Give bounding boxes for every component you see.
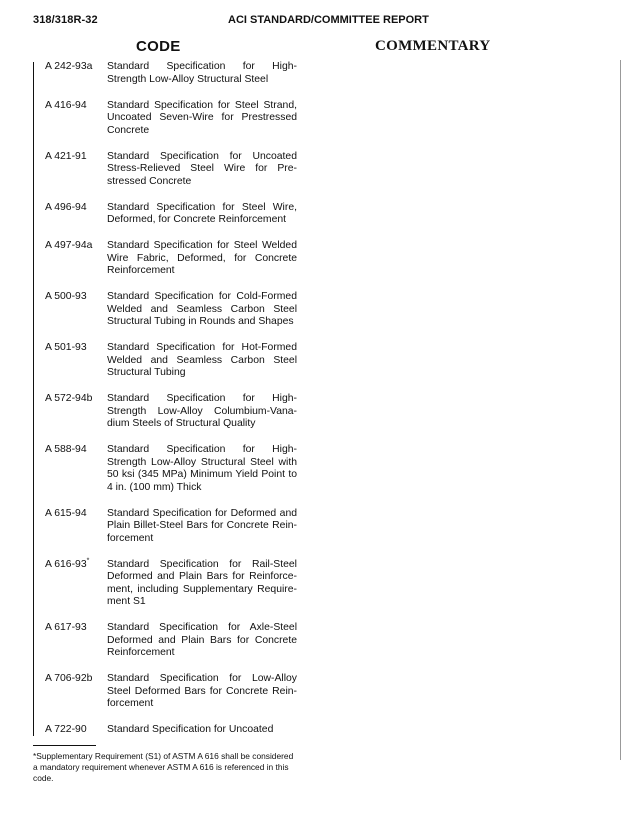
column-divider xyxy=(620,60,621,760)
title-line: Structural Tubing xyxy=(107,367,186,378)
astm-designation xyxy=(45,100,107,138)
designation-text: A 617-93 xyxy=(45,622,87,633)
title-line: Strength Low-Alloy Columbium-Vana- xyxy=(107,405,297,417)
revision-bar xyxy=(33,62,34,736)
designation-text: A 497-94a xyxy=(45,240,93,251)
specification-title xyxy=(107,393,297,431)
designation-text: A 616-93 xyxy=(45,558,87,570)
title-line: Standard Specification for High- xyxy=(107,393,297,404)
title-line: Standard Specification for Rail-Steel xyxy=(107,558,297,570)
title-line: Standard Specification for Uncoated xyxy=(107,150,297,162)
title-line: Standard Specification for High- xyxy=(107,61,297,72)
reference-entry xyxy=(45,202,297,227)
astm-designation xyxy=(45,508,107,546)
specification-title xyxy=(107,559,297,609)
title-line: Standard Specification for Deformed and xyxy=(107,507,297,519)
specification-title xyxy=(107,240,297,278)
reference-entry xyxy=(45,100,297,138)
astm-designation xyxy=(45,622,107,660)
specification-title xyxy=(107,342,297,380)
specification-title xyxy=(107,622,297,660)
commentary-column-heading: COMMENTARY xyxy=(375,38,491,54)
reference-entry xyxy=(45,559,297,609)
code-column-heading: CODE xyxy=(136,38,181,55)
title-line: Welded and Seamless Carbon Steel xyxy=(107,303,297,315)
specification-title xyxy=(107,444,297,494)
title-line: forcement xyxy=(107,698,154,709)
specification-title xyxy=(107,291,297,329)
reference-entry xyxy=(45,240,297,278)
reference-entry xyxy=(45,342,297,380)
title-line: Stress-Relieved Steel Wire for Pre- xyxy=(107,163,297,174)
astm-designation xyxy=(45,61,107,86)
reference-entry xyxy=(45,724,297,737)
astm-designation xyxy=(45,291,107,329)
reference-entry xyxy=(45,508,297,546)
title-line: 50 ksi (345 MPa) Minimum Yield Point to xyxy=(107,469,297,480)
reference-entry xyxy=(45,291,297,329)
running-header: ACI STANDARD/COMMITTEE REPORT xyxy=(228,14,429,26)
specification-title xyxy=(107,100,297,138)
reference-entry xyxy=(45,444,297,494)
designation-text: A 588-94 xyxy=(45,444,87,455)
astm-designation xyxy=(45,240,107,278)
title-line: Standard Specification for Hot-Formed xyxy=(107,342,297,353)
title-line: Reinforcement xyxy=(107,265,175,276)
title-line: Standard Specification for Axle-Steel xyxy=(107,622,297,633)
designation-text: A 421-91 xyxy=(45,150,87,162)
footnote-marker: * xyxy=(86,557,90,565)
title-line: Standard Specification for Cold-Formed xyxy=(107,291,297,302)
footnote: *Supplementary Requirement (S1) of ASTM A 616 shall be considered a mandatory requirement whenever ASTM A 616 is referenced in this code. xyxy=(33,751,294,783)
designation-text: A 501-93 xyxy=(45,342,87,353)
specification-title xyxy=(107,61,297,86)
title-line: Standard Specification for Low-Alloy xyxy=(107,673,297,684)
reference-entry xyxy=(45,151,297,189)
title-line: Welded and Seamless Carbon Steel xyxy=(107,354,297,366)
designation-text: A 416-94 xyxy=(45,99,87,111)
title-line: 4 in. (100 mm) Thick xyxy=(107,481,202,493)
title-line: Standard Specification for High- xyxy=(107,444,297,455)
title-line: Structural Tubing in Rounds and Shapes xyxy=(107,316,294,327)
title-line: Standard Specification for Uncoated xyxy=(107,724,274,735)
designation-text: A 572-94b xyxy=(45,393,93,404)
title-line: stressed Concrete xyxy=(107,175,192,187)
designation-text: A 496-94 xyxy=(45,201,87,213)
astm-designation xyxy=(45,202,107,227)
title-line: forcement xyxy=(107,532,154,544)
reference-entry xyxy=(45,673,297,711)
title-line: Reinforcement xyxy=(107,647,175,658)
title-line: Deformed and Plain Bars for Reinforce- xyxy=(107,571,297,582)
designation-text: A 722-90 xyxy=(45,724,87,735)
reference-entry xyxy=(45,393,297,431)
astm-designation xyxy=(45,393,107,431)
title-line: Deformed, for Concrete Reinforcement xyxy=(107,214,287,225)
title-line: Plain Billet-Steel Bars for Concrete Rein- xyxy=(107,520,297,531)
designation-text: A 706-92b xyxy=(45,673,93,684)
title-line: Deformed and Plain Bars for Concrete xyxy=(107,634,297,646)
title-line: ment S1 xyxy=(107,596,146,607)
astm-designation xyxy=(45,444,107,494)
footnote-rule xyxy=(33,745,96,746)
specification-title xyxy=(107,508,297,546)
astm-reference-list xyxy=(45,61,297,750)
title-line: Standard Specification for Steel Strand, xyxy=(107,99,297,111)
title-line: Standard Specification for Steel Welded xyxy=(107,240,297,251)
specification-title xyxy=(107,202,297,227)
reference-entry xyxy=(45,61,297,86)
title-line: Strength Low-Alloy Structural Steel xyxy=(107,73,269,85)
designation-text: A 615-94 xyxy=(45,507,87,519)
title-line: Concrete xyxy=(107,124,150,136)
title-line: dium Steels of Structural Quality xyxy=(107,418,256,429)
specification-title xyxy=(107,673,297,711)
astm-designation xyxy=(45,559,107,609)
title-line: Standard Specification for Steel Wire, xyxy=(107,201,297,213)
specification-title xyxy=(107,151,297,189)
title-line: Steel Deformed Bars for Concrete Rein- xyxy=(107,685,297,697)
astm-designation xyxy=(45,673,107,711)
title-line: Uncoated Seven-Wire for Prestressed xyxy=(107,112,297,123)
title-line: ment, including Supplementary Require- xyxy=(107,583,297,595)
specification-title xyxy=(107,724,297,737)
astm-designation xyxy=(45,151,107,189)
designation-text: A 242-93a xyxy=(45,61,93,72)
astm-designation xyxy=(45,724,107,737)
page-number: 318/318R-32 xyxy=(33,14,98,26)
designation-text: A 500-93 xyxy=(45,291,87,302)
title-line: Wire Fabric, Deformed, for Concrete xyxy=(107,252,297,264)
astm-designation xyxy=(45,342,107,380)
reference-entry xyxy=(45,622,297,660)
title-line: Strength Low-Alloy Structural Steel with xyxy=(107,456,297,468)
